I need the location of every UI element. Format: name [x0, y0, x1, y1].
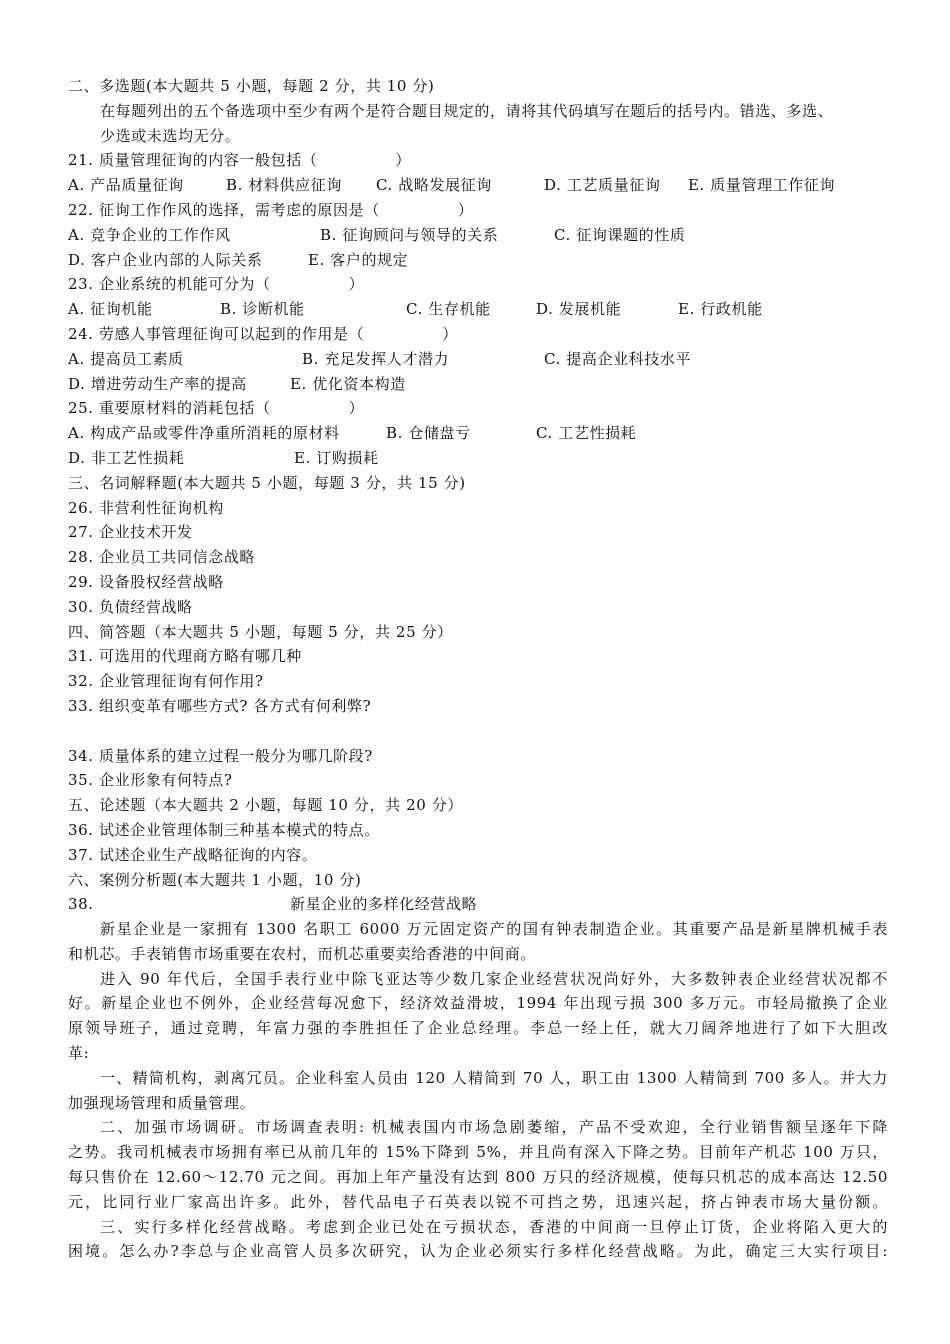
- case-title-line: [68, 892, 888, 917]
- option-d: D. 非工艺性损耗: [68, 448, 185, 467]
- case-paragraph-2-line-2: 好。新星企业也不例外，企业经营每况愈下，经济效益滑坡，1994 年出现亏损 300 多万元。市轻局撤换了企业: [68, 994, 888, 1013]
- case-paragraph-3-line-2: 加强现场管理和质量管理。: [68, 1093, 256, 1112]
- option-b: B. 仓储盘亏: [386, 424, 471, 443]
- exam-page: [68, 74, 888, 1264]
- option-e: E. 客户的规定: [308, 250, 409, 269]
- question-37: 37. 试述企业生产战略征询的内容。: [68, 845, 318, 864]
- option-b: B. 诊断机能: [220, 300, 305, 319]
- question-25-options-cont: [68, 446, 888, 471]
- question-31: 31. 可选用的代理商方略有哪几种: [68, 647, 302, 666]
- question-24: 24. 劳感人事管理征询可以起到的作用是（ ）: [68, 324, 458, 343]
- option-a: A. 竞争企业的工作作风: [68, 225, 231, 244]
- question-33: 33. 组织变革有哪些方式? 各方式有何利弊?: [68, 696, 372, 715]
- option-b: B. 充足发挥人才潜力: [302, 349, 450, 368]
- option-a: A. 产品质量征询: [68, 176, 184, 195]
- question-32: 32. 企业管理征询有何作用?: [68, 672, 264, 691]
- question-25-options: [68, 421, 888, 446]
- case-paragraph-4-line-1: 二、加强市场调研。市场调查表明: 机械表国内市场急剧萎缩，产品不受欢迎，全行业销售额呈逐年下降: [100, 1118, 888, 1137]
- case-paragraph-2-line-3: 原领导班子，通过竞聘，年富力强的李胜担任了企业总经理。李总一经上任，就大刀阔斧地进行了如下大胆改: [68, 1019, 888, 1038]
- option-b: B. 征询顾问与领导的关系: [320, 225, 499, 244]
- option-e: E. 优化资本构造: [290, 374, 406, 393]
- section-2-instruction-cont: 少选或未选均无分。: [100, 126, 241, 145]
- case-paragraph-5-line-2: 困境。怎么办?李总与企业高管人员多次研究，认为企业必须实行多样化经营战略。为此，确定三大实行项目:: [68, 1242, 888, 1261]
- question-36: 36. 试述企业管理体制三种基本模式的特点。: [68, 820, 380, 839]
- option-c: C. 战略发展征询: [376, 176, 492, 195]
- case-paragraph-2-line-4: 革:: [68, 1044, 90, 1063]
- question-22-options-cont: [68, 248, 888, 273]
- question-38-number: 38.: [68, 895, 94, 914]
- case-paragraph-2-line-1: 进入 90 年代后，全国手表行业中除飞亚达等少数几家企业经营状况尚好外，大多数钟表企业经营状况都不: [100, 969, 888, 988]
- section-2-heading: 二、多选题(本大题共 5 小题，每题 2 分，共 10 分): [68, 77, 435, 95]
- option-a: A. 构成产品或零件净重所消耗的原材料: [68, 424, 340, 443]
- question-21-options: [68, 173, 888, 198]
- option-d: D. 增进劳动生产率的提高: [68, 374, 247, 393]
- section-5-heading: 五、论述题（本大题共 2 小题，每题 10 分，共 20 分）: [68, 796, 463, 815]
- option-e: E. 质量管理工作征询: [688, 176, 836, 195]
- question-23-options: [68, 297, 888, 322]
- case-paragraph-4-line-4: 元，比同行业厂家高出许多。此外，替代品电子石英表以锐不可挡之势，迅速兴起，挤占钟表市场大量份额。: [68, 1192, 888, 1211]
- question-24-options: [68, 347, 888, 372]
- question-25: 25. 重要原材料的消耗包括（ ）: [68, 399, 365, 418]
- term-30: 30. 负债经营战略: [68, 597, 193, 616]
- question-21: 21. 质量管理征询的内容一般包括（ ）: [68, 151, 412, 170]
- question-22-options: [68, 223, 888, 248]
- question-22: 22. 征询工作作风的选择，需考虑的原因是（ ）: [68, 200, 474, 219]
- option-a: A. 提高员工素质: [68, 349, 184, 368]
- question-34: 34. 质量体系的建立过程一般分为哪几阶段?: [68, 746, 373, 765]
- option-d: D. 客户企业内部的人际关系: [68, 250, 263, 269]
- case-paragraph-4-line-2: 之势。我司机械表市场拥有率已从前几年的 15%下降到 5%，并且尚有深入下降之势。目前年产机芯 100 万只，: [68, 1143, 888, 1162]
- case-paragraph-3-line-1: 一、精简机构，剥离冗员。企业科室人员由 120 人精简到 70 人，职工由 1300 人精简到 700 多人。并大力: [100, 1068, 888, 1087]
- question-35: 35. 企业形象有何特点?: [68, 771, 233, 790]
- option-e: E. 订购损耗: [294, 448, 379, 467]
- term-28: 28. 企业员工共同信念战略: [68, 548, 256, 567]
- section-6-heading: 六、案例分析题(本大题共 1 小题，10 分): [68, 870, 362, 889]
- section-2-instruction: 在每题列出的五个备选项中至少有两个是符合题目规定的，请将其代码填写在题后的括号内。错选、多选、: [100, 101, 834, 120]
- case-paragraph-5-line-1: 三、实行多样化经营战略。考虑到企业已处在亏损状态，香港的中间商一旦停止订货，企业将陷入更大的: [100, 1217, 888, 1236]
- case-paragraph-4-line-3: 每只售价在 12.60～12.70 元之间。再加上年产量没有达到 800 万只的经济规模，使每只机芯的成本高达 12.50: [68, 1168, 888, 1187]
- option-c: C. 提高企业科技水平: [544, 349, 692, 368]
- option-d: D. 发展机能: [536, 300, 622, 319]
- option-a: A. 征询机能: [68, 300, 153, 319]
- question-23: 23. 企业系统的机能可分为（ ）: [68, 275, 365, 294]
- blank-line: [68, 719, 888, 744]
- term-27: 27. 企业技术开发: [68, 523, 193, 542]
- option-e: E. 行政机能: [678, 300, 763, 319]
- case-title: 新星企业的多样化经营战略: [290, 895, 478, 914]
- case-paragraph-1-line-2: 和机芯。手表销售市场重要在农村，而机芯重要卖给香港的中间商。: [68, 944, 537, 963]
- term-29: 29. 设备股权经营战略: [68, 572, 224, 591]
- question-24-options-cont: [68, 372, 888, 397]
- section-4-heading: 四、简答题（本大题共 5 小题，每题 5 分，共 25 分）: [68, 622, 453, 641]
- option-b: B. 材料供应征询: [226, 176, 342, 195]
- term-26: 26. 非营利性征询机构: [68, 498, 224, 517]
- option-c: C. 工艺性损耗: [536, 424, 637, 443]
- option-c: C. 生存机能: [406, 300, 491, 319]
- section-3-heading: 三、名词解释题(本大题共 5 小题，每题 3 分，共 15 分): [68, 473, 466, 492]
- case-paragraph-1-line-1: 新星企业是一家拥有 1300 名职工 6000 万元固定资产的国有钟表制造企业。其重要产品是新星牌机械手表: [100, 920, 888, 939]
- option-d: D. 工艺质量征询: [544, 176, 661, 195]
- option-c: C. 征询课题的性质: [554, 225, 686, 244]
